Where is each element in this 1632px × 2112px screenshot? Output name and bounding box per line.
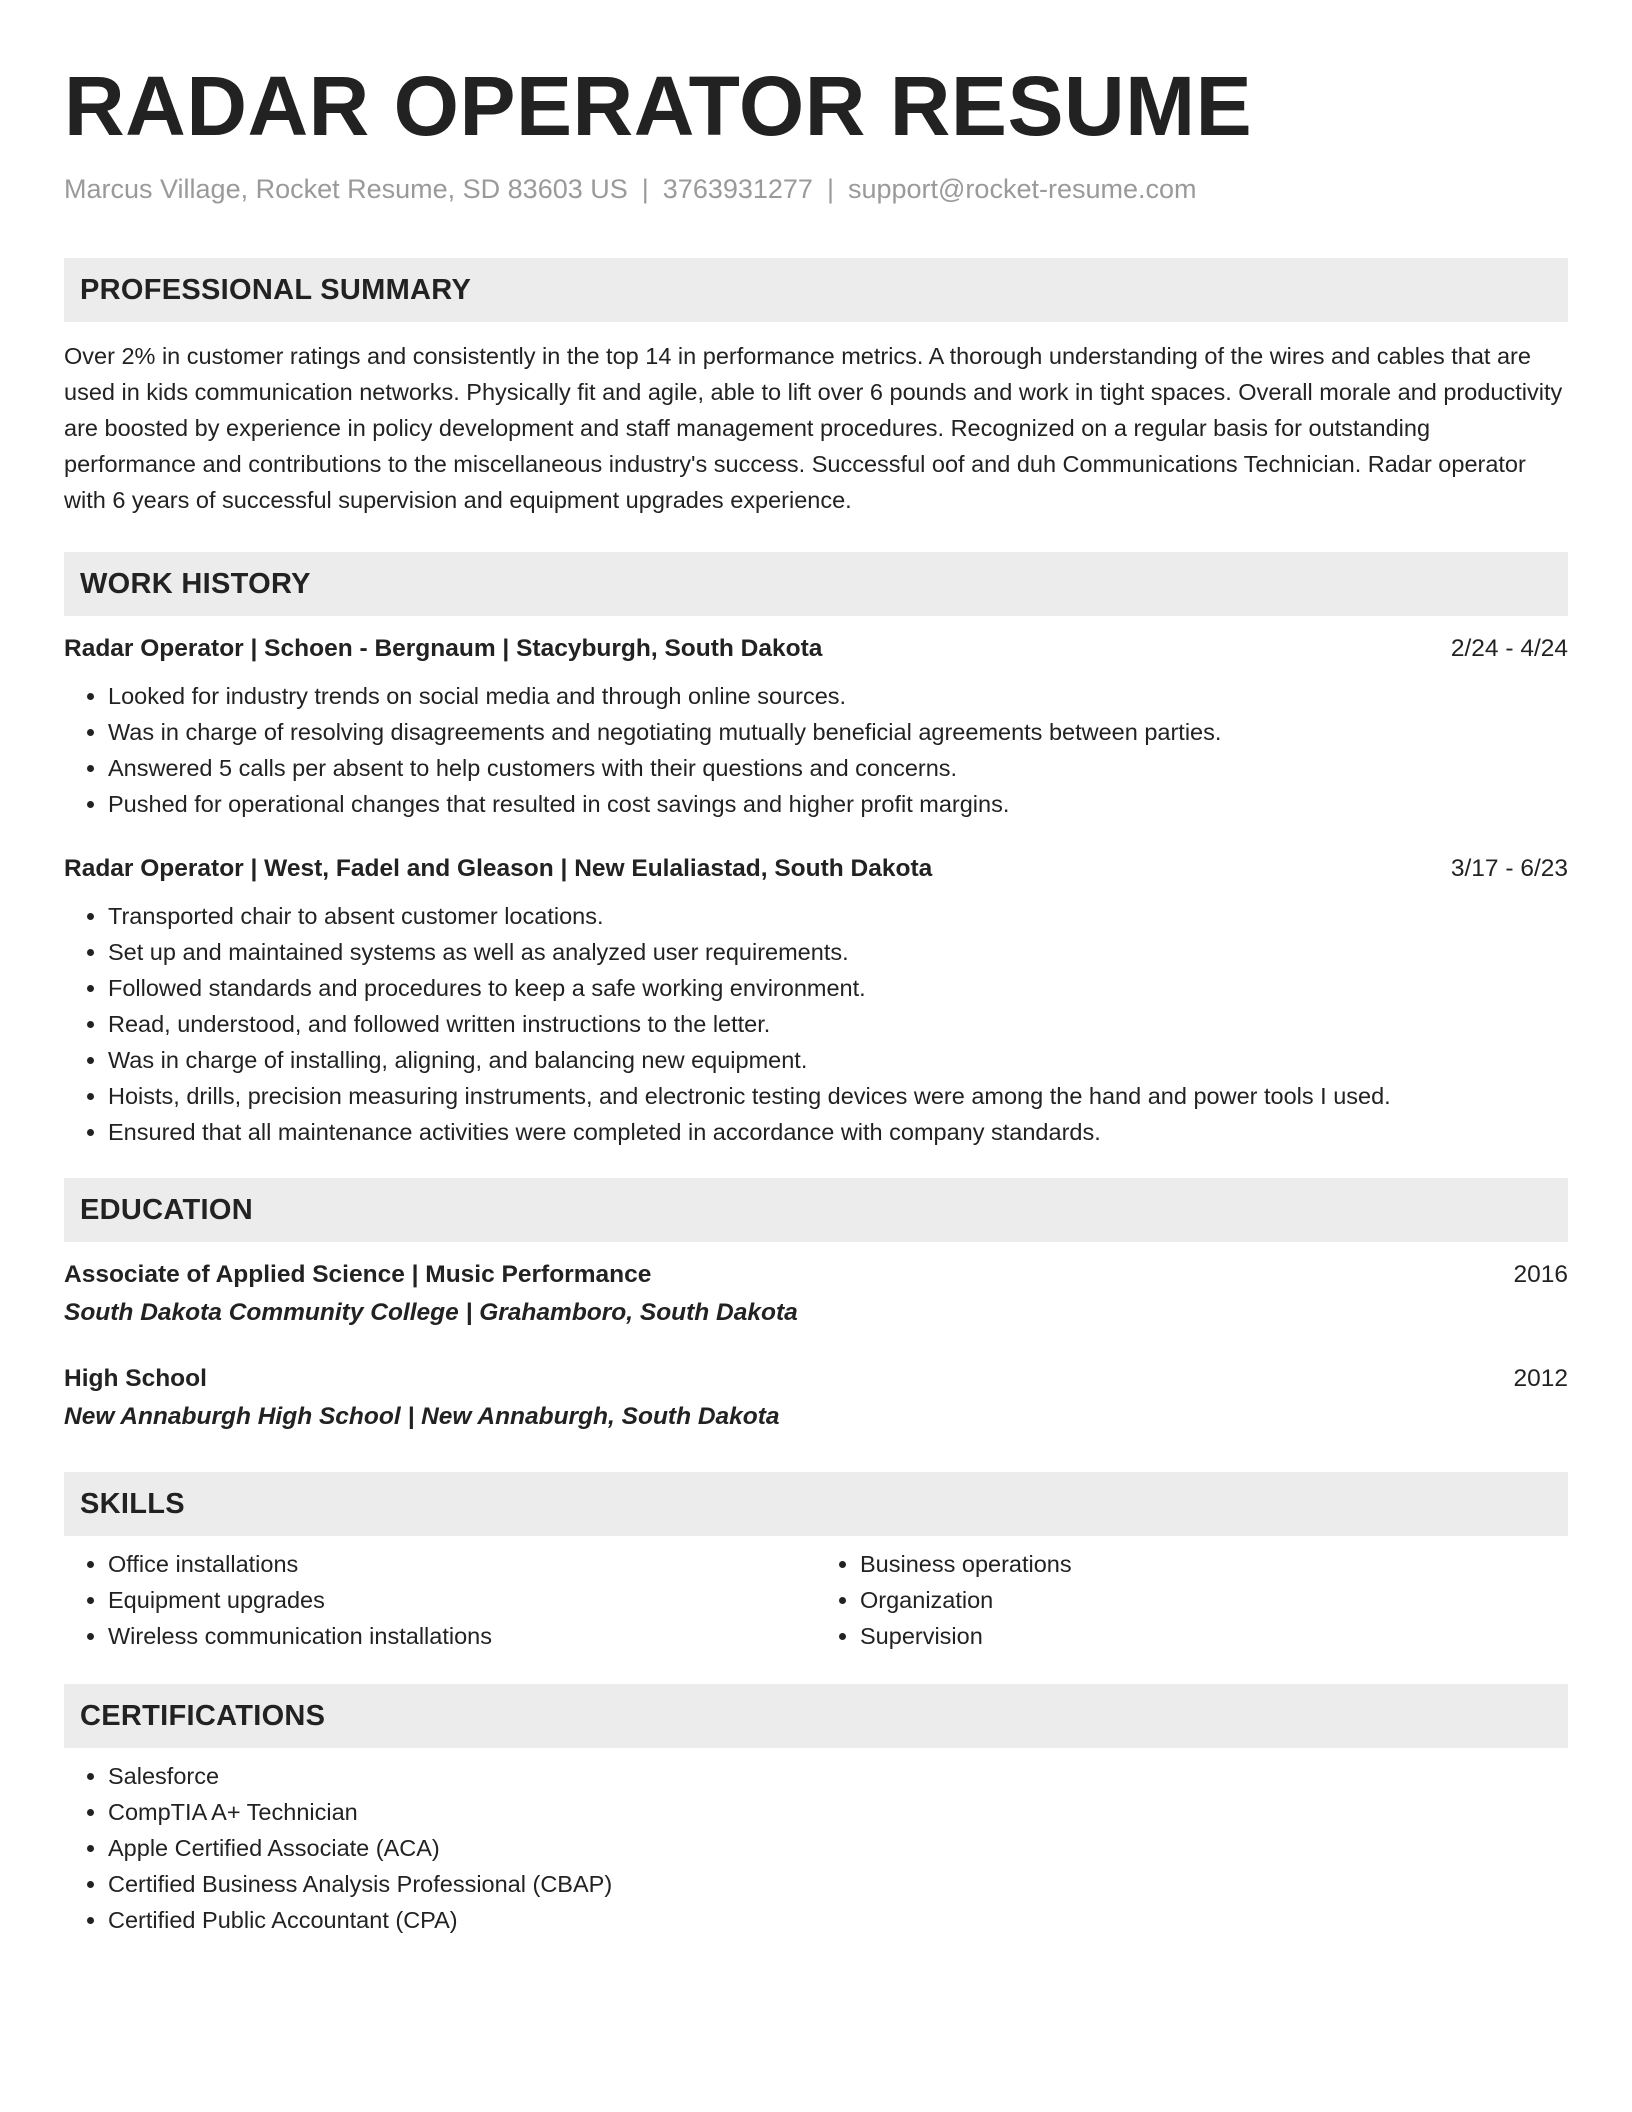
list-item: • Read, understood, and followed written instructions to the letter. [108,1006,1568,1042]
contact-separator: | [641,174,649,204]
list-item: • Equipment upgrades [108,1582,816,1618]
contact-phone: 3763931277 [662,174,813,204]
list-item: • Was in charge of resolving disagreements and negotiating mutually beneficial agreements between parties. [108,714,1568,750]
education-degree: High School [64,1365,207,1392]
list-item: • Salesforce [108,1758,1568,1794]
list-item: • Was in charge of installing, aligning, and balancing new equipment. [108,1042,1568,1078]
list-item: • Looked for industry trends on social media and through online sources. [108,678,1568,714]
education-header [64,1362,1568,1396]
list-item: • Supervision [860,1618,1568,1654]
job-title: Radar Operator | West, Fadel and Gleason | New Eulaliastad, South Dakota [64,855,933,882]
list-item: • Set up and maintained systems as well as analyzed user requirements. [108,934,1568,970]
list-item: • Followed standards and procedures to keep a safe working environment. [108,970,1568,1006]
skills-list-right [816,1546,1568,1654]
section-header-certifications: CERTIFICATIONS [64,1684,1568,1748]
section-header-education: EDUCATION [64,1178,1568,1242]
resume-title: RADAR OPERATOR RESUME [64,59,1253,153]
list-item: • Certified Public Accountant (CPA) [108,1902,1568,1938]
contact-email: support@rocket-resume.com [847,174,1197,204]
contact-address: Marcus Village, Rocket Resume, SD 83603 US [64,174,628,204]
list-item: • Pushed for operational changes that resulted in cost savings and higher profit margins. [108,786,1568,822]
contact-line [64,172,1568,206]
education-degree: Associate of Applied Science | Music Performance [64,1261,652,1288]
job-header [64,852,1568,886]
education-year: 2012 [1513,1365,1568,1392]
job-entry [64,852,1568,1150]
list-item: • Wireless communication installations [108,1618,816,1654]
list-item: • Ensured that all maintenance activities were completed in accordance with company standards. [108,1114,1568,1150]
education-school: New Annaburgh High School | New Annaburgh, South Dakota [64,1403,780,1430]
job-dates: 2/24 - 4/24 [1450,635,1568,662]
job-bullets [64,678,1568,822]
list-item: • CompTIA A+ Technician [108,1794,1568,1830]
summary-text: Over 2% in customer ratings and consistently in the top 14 in performance metrics. A thorough understanding of the wires and cables that are used in kids communication networks. Physically fit and agile, able to lift over 6 pounds and work in tight spaces. Overall morale and productivity are boosted by experience in policy development and staff management procedures. Recognized on a regular basis for outstanding performance and contributions to the miscellaneous industry's success. Successful oof and duh Communications Technician. Radar operator with 6 years of successful supervision and equipment upgrades experience. [64,343,1563,513]
job-entry [64,632,1568,822]
list-item: • Office installations [108,1546,816,1582]
list-item: • Answered 5 calls per absent to help customers with their questions and concerns. [108,750,1568,786]
education-entry [64,1258,1568,1330]
contact-separator: | [826,174,834,204]
job-header [64,632,1568,666]
list-item: • Organization [860,1582,1568,1618]
section-header-summary: PROFESSIONAL SUMMARY [64,258,1568,322]
section-header-work-history: WORK HISTORY [64,552,1568,616]
list-item: • Transported chair to absent customer locations. [108,898,1568,934]
job-title: Radar Operator | Schoen - Bergnaum | Stacyburgh, South Dakota [64,635,823,662]
education-entry [64,1362,1568,1434]
education-year: 2016 [1513,1261,1568,1288]
job-bullets [64,898,1568,1150]
certifications-list [64,1758,1568,1938]
skills-columns [64,1546,1568,1654]
list-item: • Hoists, drills, precision measuring instruments, and electronic testing devices were among the hand and power tools I used. [108,1078,1568,1114]
section-header-skills: SKILLS [64,1472,1568,1536]
list-item: • Business operations [860,1546,1568,1582]
job-dates: 3/17 - 6/23 [1450,855,1568,882]
list-item: • Certified Business Analysis Professional (CBAP) [108,1866,1568,1902]
education-header [64,1258,1568,1292]
list-item: • Apple Certified Associate (ACA) [108,1830,1568,1866]
skills-list-left [64,1546,816,1654]
education-school: South Dakota Community College | Grahamboro, South Dakota [64,1299,798,1326]
